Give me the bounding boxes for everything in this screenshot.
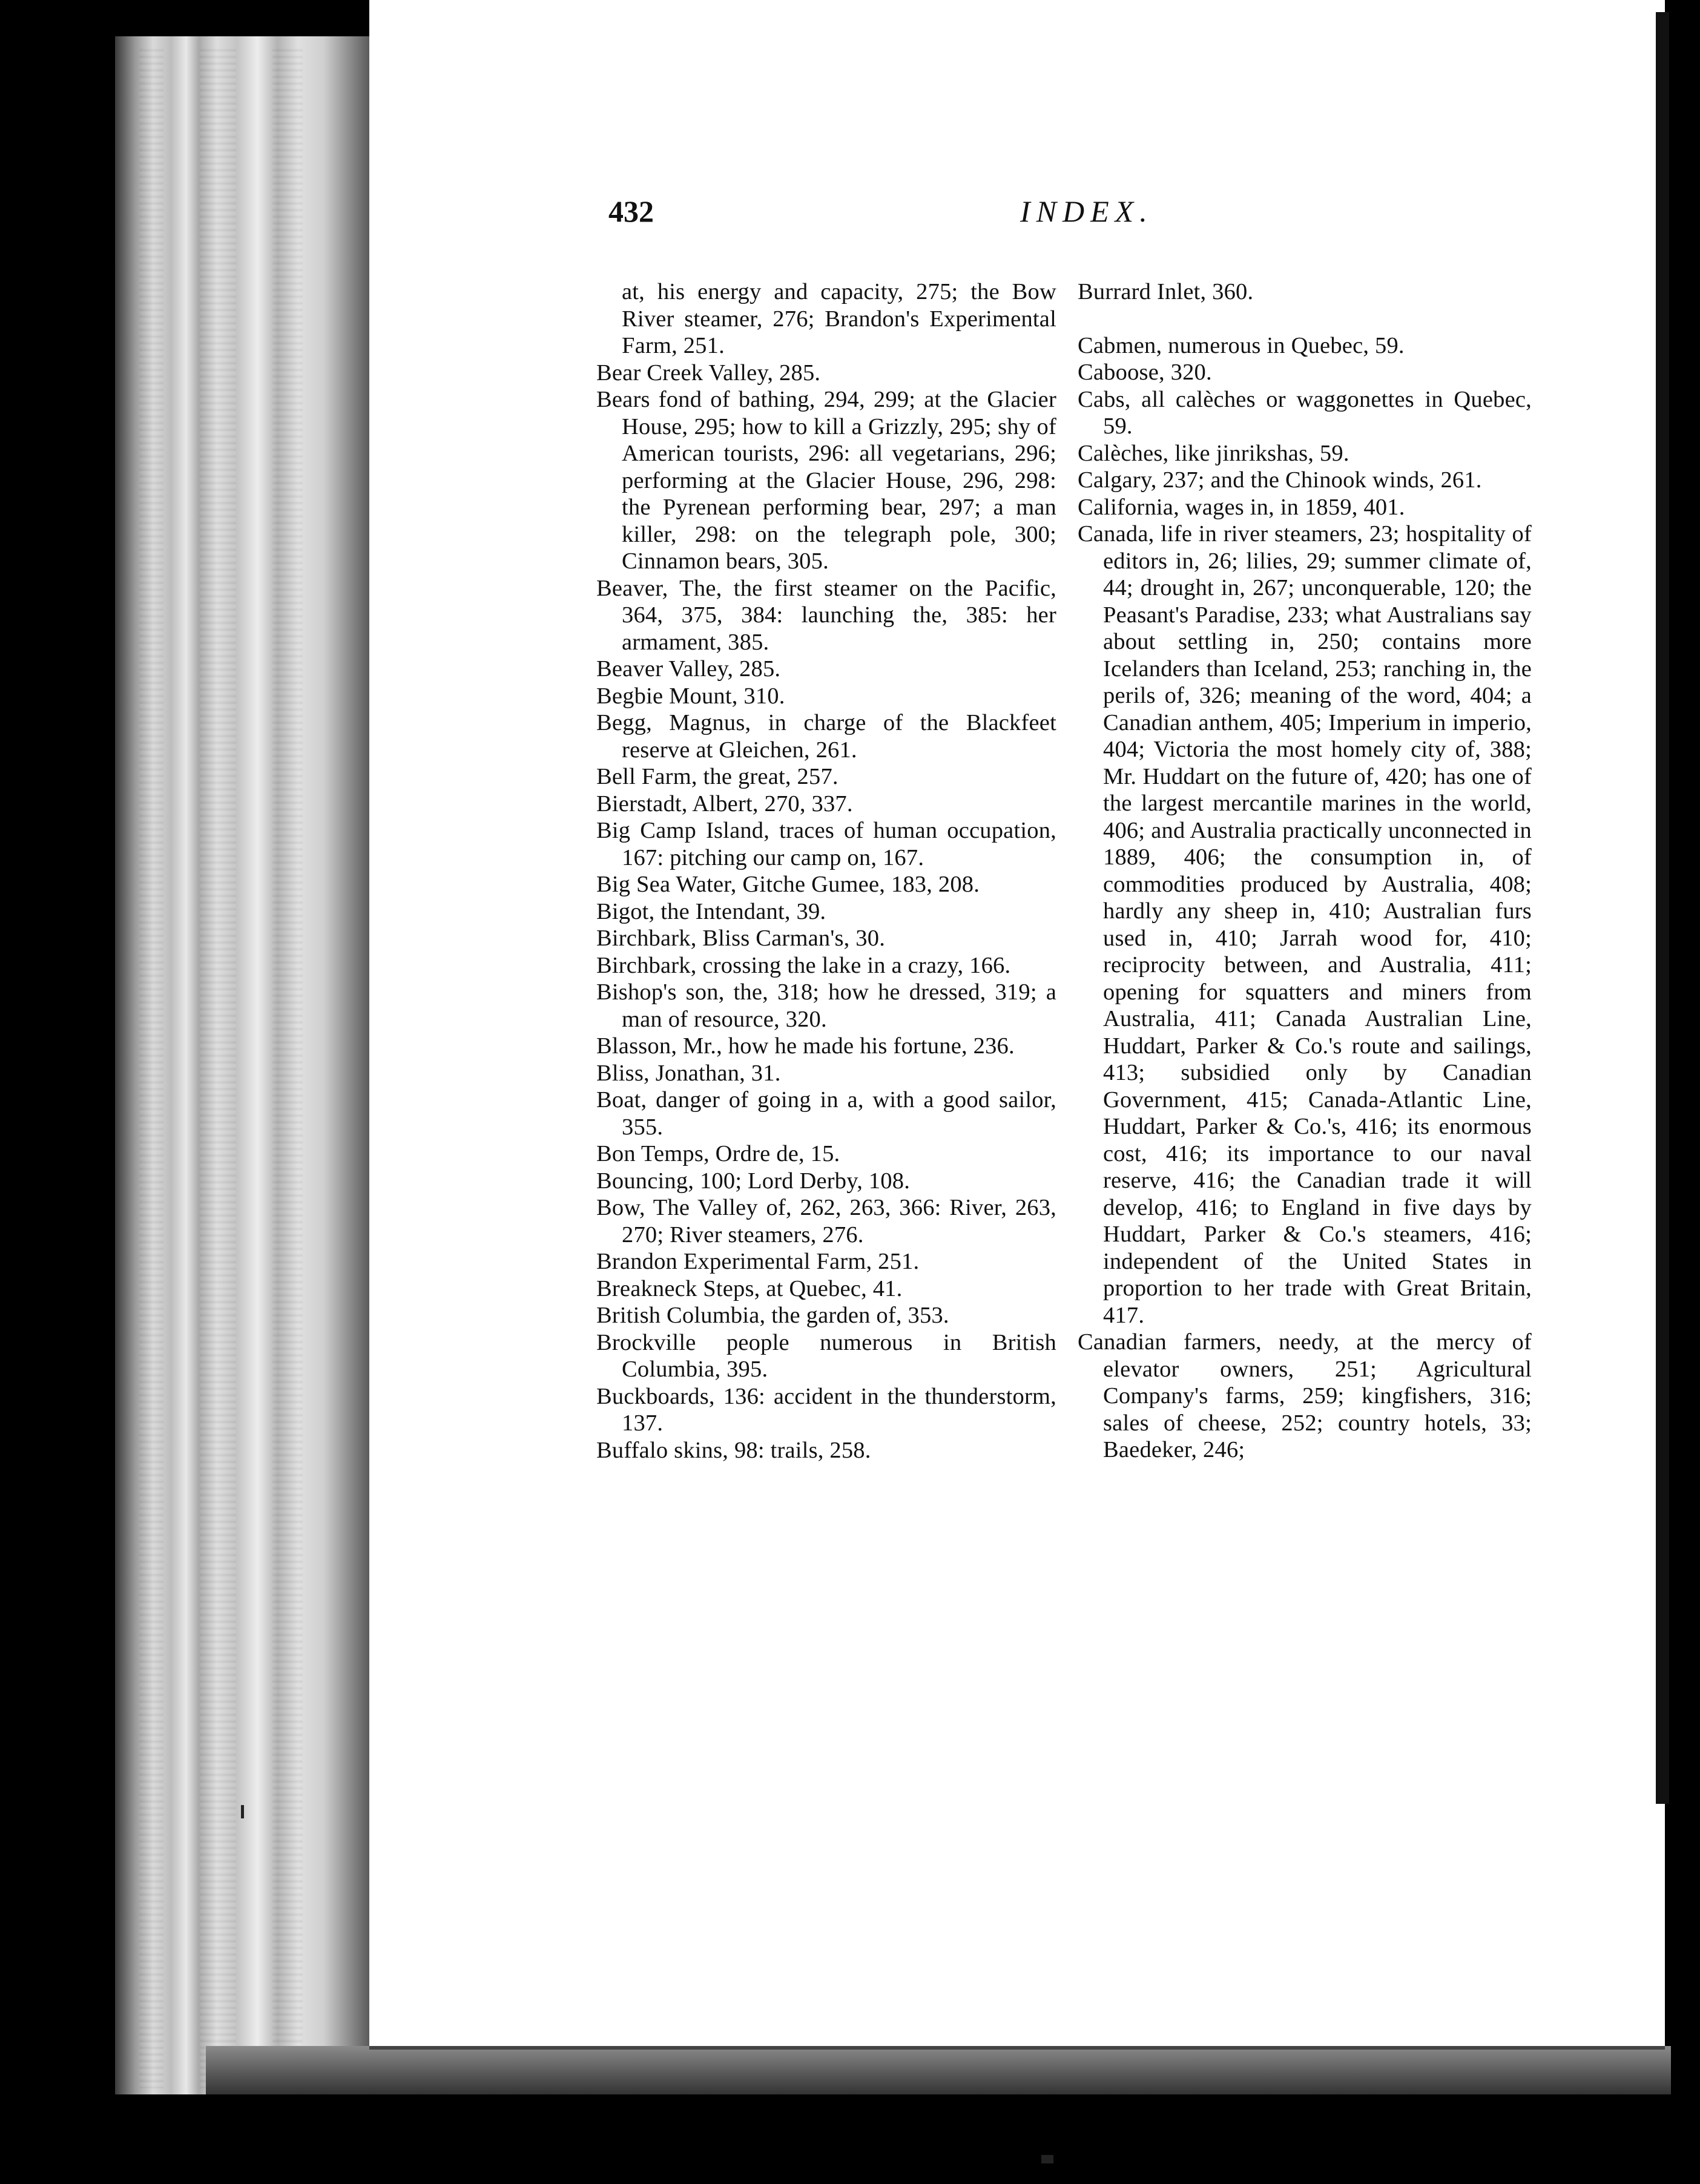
index-entry: Calèches, like jinrikshas, 59. [1078,440,1349,466]
index-column-right [1078,278,1532,1464]
index-entry: Bishop's son, the, 318; how he dressed, 319; a man of resource, 320. [596,979,1056,1032]
index-entry: Breakneck Steps, at Quebec, 41. [596,1275,903,1301]
index-entry: California, wages in, in 1859, 401. [1078,494,1405,520]
index-entry: Calgary, 237; and the Chinook winds, 261. [1078,467,1482,493]
index-entry: Cabs, all calèches or waggonettes in Quebec, 59. [1078,386,1532,439]
index-entry: Birchbark, Bliss Carman's, 30. [596,926,886,951]
index-entry: Brandon Experimental Farm, 251. [596,1249,920,1274]
page-edge-strip [139,48,163,2088]
index-entry: Burrard Inlet, 360. [1078,279,1254,304]
index-entry: Birchbark, crossing the lake in a crazy, 166. [596,952,1011,978]
scan-speck [1041,2155,1053,2163]
index-entry: Blasson, Mr., how he made his fortune, 236. [596,1033,1015,1059]
page-number: 432 [608,194,654,228]
index-entry: Beaver, The, the first steamer on the Pacific, 364, 375, 384: launching the, 385: her armament, 385. [596,575,1056,655]
index-entry: Bow, The Valley of, 262, 263, 366: River, 263, 270; River steamers, 276. [596,1195,1056,1248]
index-entry: Canadian farmers, needy, at the mercy of elevator owners, 251; Agricultural Company's farms, 259; kingfishers, 316; sales of cheese, 252; country hotels, 33; Baedeker, 246; [1078,1329,1532,1462]
index-entry: Begg, Magnus, in charge of the Blackfeet reserve at Gleichen, 261. [596,710,1056,763]
index-entry: at, his energy and capacity, 275; the Bow River steamer, 276; Brandon's Experimental Farm, 251. [622,279,1056,358]
index-entry: Boat, danger of going in a, with a good sailor, 355. [596,1087,1056,1140]
index-column-left [596,278,1056,1464]
scan-speck [241,1805,244,1818]
index-entry: Bliss, Jonathan, 31. [596,1060,781,1086]
index-entry: Big Camp Island, traces of human occupation, 167: pitching our camp on, 167. [596,818,1056,870]
index-entry: Begbie Mount, 310. [596,683,785,709]
index-entry: Buffalo skins, 98: trails, 258. [596,1437,871,1463]
index-entry: Buckboards, 136: accident in the thunderstorm, 137. [596,1383,1056,1436]
book-bottom-edge [206,2046,1671,2094]
index-entry: Cabmen, numerous in Quebec, 59. [1078,332,1405,358]
index-entry: Brockville people numerous in British Columbia, 395. [596,1329,1056,1382]
index-entry: Canada, life in river steamers, 23; hospitality of editors in, 26; lilies, 29; summer climate of, 44; drought in, 267; unconquerable, 120; the Peasant's Paradise, 233; what Australians say about settling in, 250; contains more Icelanders than Iceland, 253; ranching in, the perils of, 326; meaning of the word, 404; a Canadian anthem, 405; Imperium in imperio, 404; Victoria the most homely city of, 388; Mr. Huddart on the future of, 420; has one of the largest mercantile marines in the world, 406; and Australia practically unconnected in 1889, 406; the consumption in, of commodities produced by Australia, 408; hardly any sheep in, 410; Australian furs used in, 410; Jarrah wood for, 410; reciprocity between, and Australia, 411; opening for squatters and miners from Australia, 411; Canada Australian Line, Huddart, Parker & Co.'s route and sailings, 413; subsidied only by Canadian Government, 415; Canada-Atlantic Line, Huddart, Parker & Co.'s, 416; its enormous cost, 416; its importance to our naval reserve, 416; the Canadian trade it will develop, 416; to England in five days by Huddart, Parker & Co.'s steamers, 416; independent of the United States in proportion to her trade with Great Britain, 417. [1078,521,1532,1328]
index-entry: Beaver Valley, 285. [596,656,781,682]
scan-edge-bar [1656,12,1669,1804]
index-entry: Bigot, the Intendant, 39. [596,898,826,924]
page-edge-strip [272,48,303,2088]
index-entry: Big Sea Water, Gitche Gumee, 183, 208. [596,872,980,897]
page-edge-strip [200,48,236,2088]
index-entry: Bear Creek Valley, 285. [596,360,821,386]
index-entry: Bouncing, 100; Lord Derby, 108. [596,1168,911,1194]
index-entry: British Columbia, the garden of, 353. [596,1303,949,1328]
page-header [608,194,1335,230]
running-title: INDEX. [1020,194,1153,228]
index-entry: Bon Temps, Ordre de, 15. [596,1141,840,1166]
index-entry: Caboose, 320. [1078,360,1212,385]
index-entry: Bears fond of bathing, 294, 299; at the Glacier House, 295; how to kill a Grizzly, 295; shy of American tourists, 296: all vegetarians, 296; performing at the Glacier House, 296, 298: the Pyrenean performing bear, 297; a man killer, 298: on the telegraph pole, 300; Cinnamon bears, 305. [596,387,1056,574]
index-entry: Bell Farm, the great, 257. [596,764,838,789]
index-entry: Bierstadt, Albert, 270, 337. [596,791,853,817]
